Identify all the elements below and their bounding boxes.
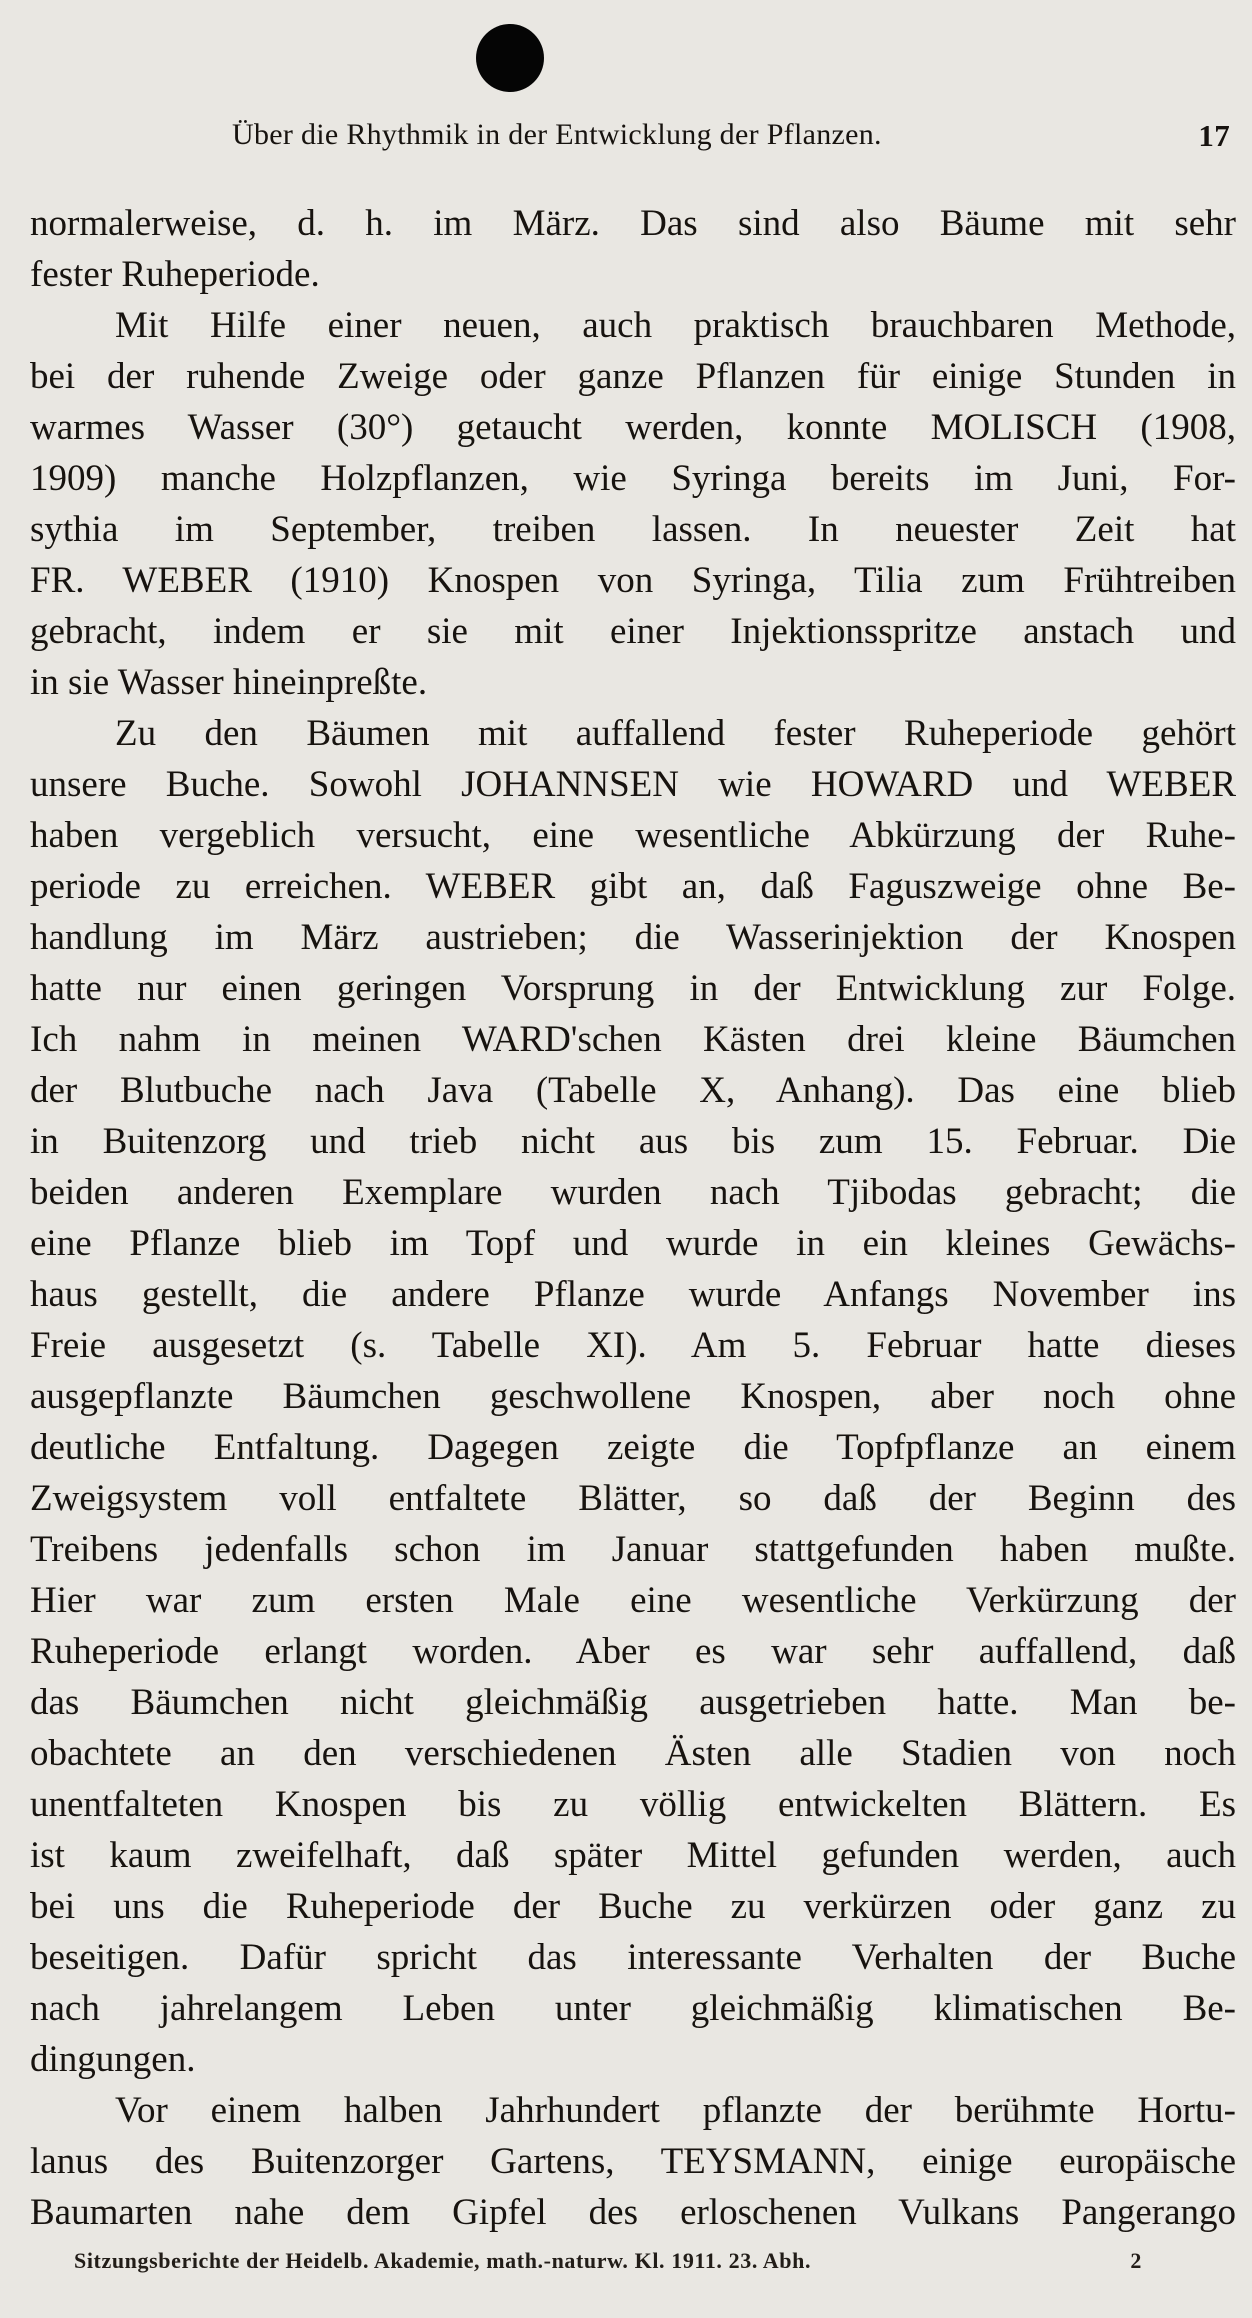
text-line: der Blutbuche nach Java (Tabelle X, Anhang). Das eine blieb	[30, 1070, 1236, 1111]
text-line: FR. WEBER (1910) Knospen von Syringa, Tilia zum Frühtreiben	[30, 560, 1236, 601]
text-line: hatte nur einen geringen Vorsprung in der Entwicklung zur Folge.	[30, 968, 1236, 1009]
text-line: in sie Wasser hineinpreßte.	[30, 662, 428, 703]
text-line: Vor einem halben Jahrhundert pflanzte der berühmte Hortu-	[115, 2090, 1236, 2131]
text-line: warmes Wasser (30°) getaucht werden, konnte MOLISCH (1908,	[30, 407, 1236, 448]
text-line: fester Ruheperiode.	[30, 254, 320, 295]
footer-citation: Sitzungsberichte der Heidelb. Akademie, math.-naturw. Kl. 1911. 23. Abh.	[74, 2248, 812, 2273]
text-line: bei der ruhende Zweige oder ganze Pflanzen für einige Stunden in	[30, 356, 1236, 397]
text-line: Mit Hilfe einer neuen, auch praktisch brauchbaren Methode,	[115, 305, 1236, 346]
text-line: obachtete an den verschiedenen Ästen alle Stadien von noch	[30, 1733, 1236, 1774]
text-line: 1909) manche Holzpflanzen, wie Syringa bereits im Juni, For-	[30, 458, 1236, 499]
text-line: Freie ausgesetzt (s. Tabelle XI). Am 5. Februar hatte dieses	[30, 1325, 1236, 1366]
text-line: ist kaum zweifelhaft, daß später Mittel gefunden werden, auch	[30, 1835, 1236, 1876]
text-line: lanus des Buitenzorger Gartens, TEYSMANN, einige europäische	[30, 2141, 1236, 2182]
text-line: haus gestellt, die andere Pflanze wurde Anfangs November ins	[30, 1274, 1236, 1315]
running-header	[232, 118, 1240, 162]
text-line: deutliche Entfaltung. Dagegen zeigte die Topfpflanze an einem	[30, 1427, 1236, 1468]
text-line: nach jahrelangem Leben unter gleichmäßig klimatischen Be-	[30, 1988, 1236, 2029]
text-line: dingungen.	[30, 2039, 196, 2080]
text-line: periode zu erreichen. WEBER gibt an, daß Faguszweige ohne Be-	[30, 866, 1236, 907]
body-text	[30, 198, 1236, 2238]
text-line: unentfalteten Knospen bis zu völlig entwickelten Blättern. Es	[30, 1784, 1236, 1825]
text-line: das Bäumchen nicht gleichmäßig ausgetrieben hatte. Man be-	[30, 1682, 1236, 1723]
text-line: Zweigsystem voll entfaltete Blätter, so daß der Beginn des	[30, 1478, 1236, 1519]
text-line: beseitigen. Dafür spricht das interessante Verhalten der Buche	[30, 1937, 1236, 1978]
text-line: Zu den Bäumen mit auffallend fester Ruheperiode gehört	[115, 713, 1236, 754]
text-line: Treibens jedenfalls schon im Januar stattgefunden haben mußte.	[30, 1529, 1236, 1570]
text-line: haben vergeblich versucht, eine wesentliche Abkürzung der Ruhe-	[30, 815, 1236, 856]
text-line: Baumarten nahe dem Gipfel des erloschenen Vulkans Pangerango	[30, 2192, 1236, 2233]
text-line: in Buitenzorg und trieb nicht aus bis zum 15. Februar. Die	[30, 1121, 1236, 1162]
text-line: beiden anderen Exemplare wurden nach Tjibodas gebracht; die	[30, 1172, 1236, 1213]
running-title: Über die Rhythmik in der Entwicklung der Pflanzen.	[232, 118, 882, 151]
punch-hole	[476, 24, 544, 92]
text-line: bei uns die Ruheperiode der Buche zu verkürzen oder ganz zu	[30, 1886, 1236, 1927]
text-line: eine Pflanze blieb im Topf und wurde in ein kleines Gewächs-	[30, 1223, 1236, 1264]
text-line: ausgepflanzte Bäumchen geschwollene Knospen, aber noch ohne	[30, 1376, 1236, 1417]
text-line: Ich nahm in meinen WARD'schen Kästen drei kleine Bäumchen	[30, 1019, 1236, 1060]
text-line: handlung im März austrieben; die Wasserinjektion der Knospen	[30, 917, 1236, 958]
text-line: Hier war zum ersten Male eine wesentliche Verkürzung der	[30, 1580, 1236, 1621]
text-line: unsere Buche. Sowohl JOHANNSEN wie HOWARD und WEBER	[30, 764, 1236, 805]
page-number: 17	[1198, 118, 1230, 153]
text-line: normalerweise, d. h. im März. Das sind also Bäume mit sehr	[30, 203, 1236, 244]
text-line: Ruheperiode erlangt worden. Aber es war sehr auffallend, daß	[30, 1631, 1236, 1672]
sheet-number: 2	[1130, 2248, 1142, 2273]
text-line: gebracht, indem er sie mit einer Injektionsspritze anstach und	[30, 611, 1236, 652]
text-line: sythia im September, treiben lassen. In neuester Zeit hat	[30, 509, 1236, 550]
